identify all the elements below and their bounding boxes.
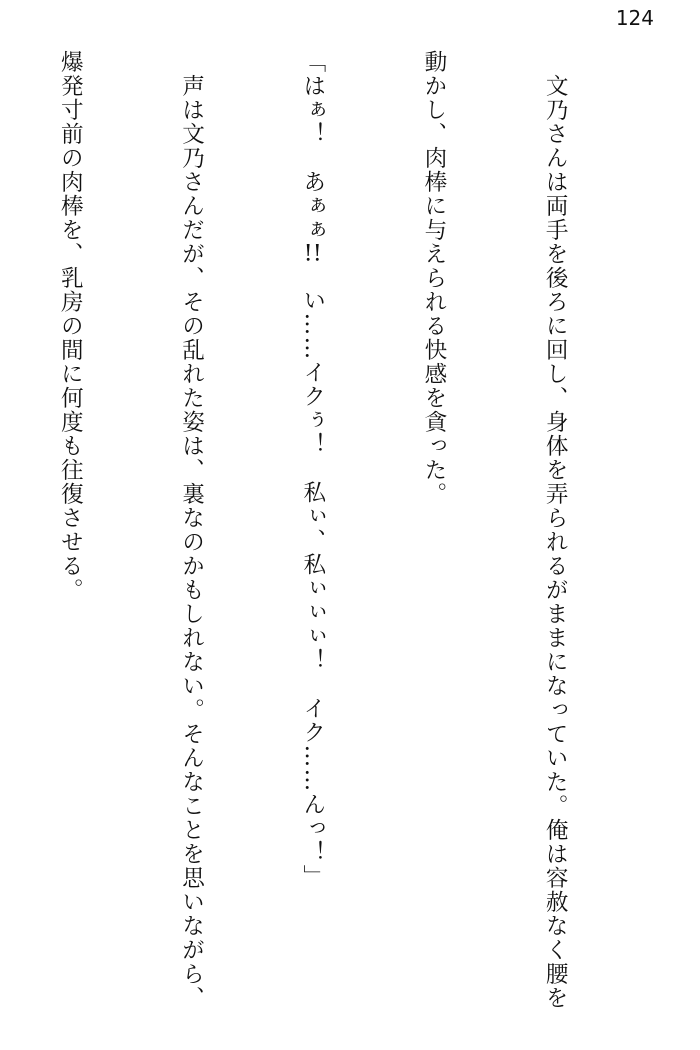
page-number: 124 [615,6,654,30]
novel-text-body [0,50,656,1025]
double-exclamation-mark: !! [303,242,322,265]
dialogue-line: 「はぁ！ あぁぁ!! い……イクぅ！ 私ぃ、私ぃぃぃ！ イク……んっ！」 [299,50,326,889]
text-line: 文乃さんは両手を後ろに回し、身体を弄られるがままになっていた。俺は容赦なく腰を [542,50,569,1010]
text-line: 声は文乃さんだが、その乱れた姿は、裏なのかもしれない。そんなことを思いながら、 [178,50,205,1010]
text-line: 動かし、肉棒に与えられる快感を貪った。 [420,50,447,506]
text-line: 爆発寸前の肉棒を、乳房の間に何度も往復させる。 [57,50,84,602]
